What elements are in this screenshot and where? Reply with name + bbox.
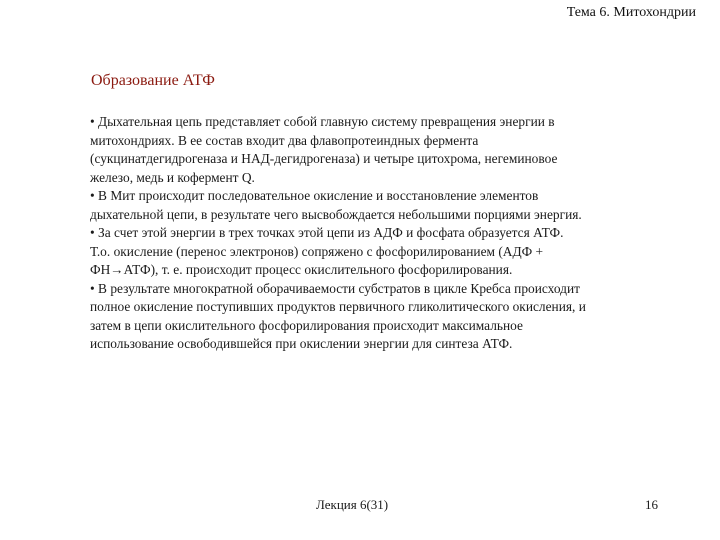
body-line: затем в цепи окислительного фосфорилирования происходит максимальное xyxy=(90,317,523,333)
body-line: • За счет этой энергии в трех точках этой цепи из АДФ и фосфата образуется АТФ. xyxy=(90,225,564,240)
body-line: митохондриях. В ее состав входит два флавопротеиндных фермента xyxy=(90,132,479,148)
slide-body-text xyxy=(90,113,696,354)
page-number: 16 xyxy=(645,497,658,512)
body-line: использование освободившейся при окислении энергии для синтеза АТФ. xyxy=(90,336,513,351)
body-line: ФН→АТФ), т. е. происходит процесс окислительного фосфорилирования. xyxy=(90,262,513,277)
footer-lecture-label: Лекция 6(31) xyxy=(316,497,389,512)
body-line: железо, медь и кофермент Q. xyxy=(90,169,255,185)
body-line: • В результате многократной оборачиваемости субстратов в цикле Кребса происходит xyxy=(90,280,580,296)
topic-header: Тема 6. Митохондрии xyxy=(566,5,696,20)
slide-title: Образование АТФ xyxy=(91,72,215,89)
body-line: • Дыхательная цепь представляет собой главную систему превращения энергии в xyxy=(90,114,555,129)
body-line: полное окисление поступивших продуктов первичного гликолитического окисления, и xyxy=(90,299,586,314)
body-line: Т.о. окисление (перенос электронов) сопряжено с фосфорилированием (АДФ + xyxy=(90,243,544,259)
body-line: дыхательной цепи, в результате чего высвобождается небольшими порциями энергия. xyxy=(90,206,582,222)
body-line: (сукцинатдегидрогеназа и НАД-дегидрогеназа) и четыре цитохрома, негеминовое xyxy=(90,151,558,166)
body-line: • В Мит происходит последовательное окисление и восстановление элементов xyxy=(90,188,539,203)
